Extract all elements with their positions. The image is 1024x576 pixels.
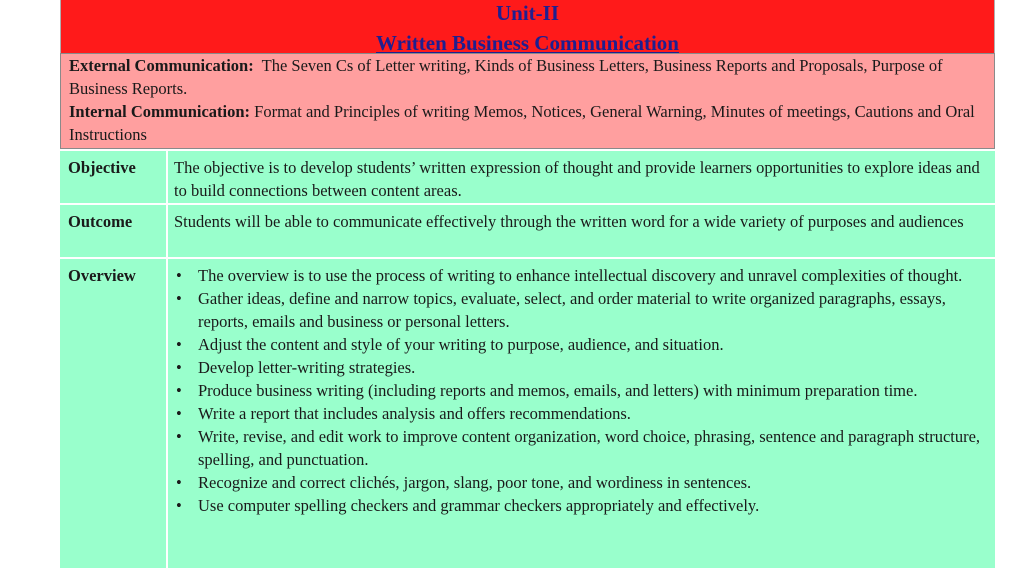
list-item: • Write a report that includes analysis and offers recommendations. — [174, 402, 983, 425]
topics-box — [60, 53, 995, 149]
list-item: • The overview is to use the process of writing to enhance intellectual discovery and unravel complexities of thought. — [174, 264, 983, 287]
overview-row — [60, 259, 995, 568]
external-communication-paragraph — [69, 54, 986, 100]
column-divider — [166, 151, 168, 203]
overview-list — [174, 264, 983, 517]
list-item: • Use computer spelling checkers and grammar checkers appropriately and effectively. — [174, 494, 983, 517]
internal-communication-label: Internal Communication: — [69, 102, 251, 121]
objective-row — [60, 151, 995, 203]
external-communication-text: The Seven Cs of Letter writing, Kinds of Business Letters, Business Reports and Proposals, Purpose of Business Reports. — [69, 56, 943, 98]
internal-communication-paragraph — [69, 100, 986, 146]
list-item: • Recognize and correct clichés, jargon, slang, poor tone, and wordiness in sentences. — [174, 471, 983, 494]
unit-title: Unit-II — [495, 1, 559, 25]
overview-label: Overview — [68, 266, 136, 285]
external-communication-label: External Communication: — [69, 56, 254, 75]
outcome-row — [60, 205, 995, 257]
section-title: Written Business Communication — [376, 31, 679, 53]
list-item: • Write, revise, and edit work to improve content organization, word choice, phrasing, sentence and paragraph structure, spelling, and punctuation. — [174, 425, 983, 471]
list-item: • Gather ideas, define and narrow topics, evaluate, select, and order material to write organized paragraphs, essays, reports, emails and business or personal letters. — [174, 287, 983, 333]
overview-content — [174, 264, 983, 517]
outcome-text: Students will be able to communicate effectively through the written word for a wide variety of purposes and audiences — [174, 212, 964, 231]
internal-communication-text: Format and Principles of writing Memos, Notices, General Warning, Minutes of meetings, Cautions and Oral Instructions — [69, 102, 975, 144]
slide-frame — [60, 0, 995, 568]
column-divider — [166, 205, 168, 257]
outcome-label: Outcome — [68, 212, 133, 231]
title-band — [60, 0, 995, 53]
list-item: • Produce business writing (including reports and memos, emails, and letters) with minimum preparation time. — [174, 379, 983, 402]
list-item: • Adjust the content and style of your writing to purpose, audience, and situation. — [174, 333, 983, 356]
list-item: • Develop letter-writing strategies. — [174, 356, 983, 379]
column-divider — [166, 259, 168, 568]
objective-label: Objective — [68, 158, 136, 177]
objective-text: The objective is to develop students’ written expression of thought and provide learners opportunities to explore ideas and to build connections between content areas. — [174, 158, 980, 200]
